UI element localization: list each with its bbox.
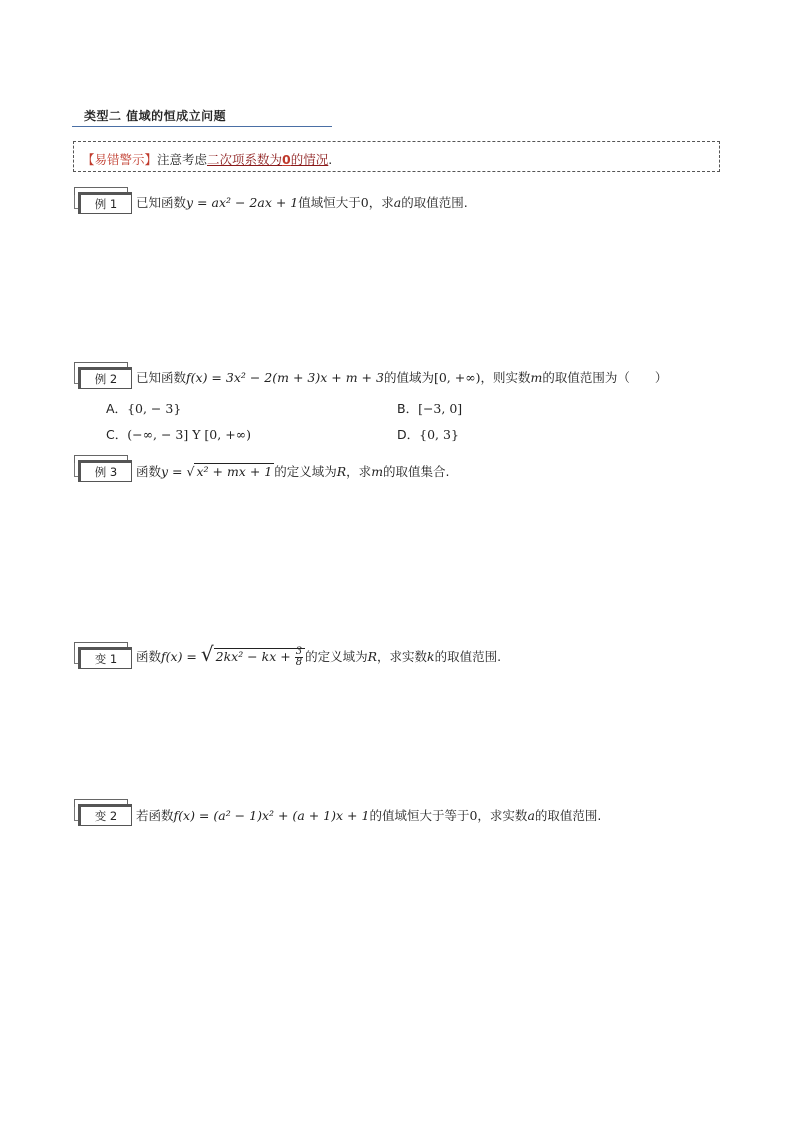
example-2-question [136, 368, 667, 386]
warning-underlined-2: 的情况 [290, 152, 329, 167]
var1-radicand: 2kx² − kx + [215, 649, 295, 664]
option-value: {0, 3} [419, 427, 459, 442]
ex1-text-3: ，求 [368, 195, 394, 210]
variant-2-question [136, 806, 601, 824]
ex1-text-4: 的取值范围. [401, 195, 468, 210]
ex3-text-4: 的取值集合. [383, 464, 450, 479]
ex3-text-1: 函数 [136, 464, 162, 479]
option-value: (−∞, − 3] Y [0, +∞) [127, 427, 251, 442]
ex1-text-2: 值域恒大于 [298, 195, 361, 210]
example-3-question [136, 462, 450, 480]
var1-fraction [295, 647, 303, 668]
var1-denominator: 8 [295, 657, 303, 668]
var2-var: a [527, 808, 535, 823]
warning-underlined-1: 二次项系数为 [207, 152, 283, 167]
ex3-var: m [371, 464, 384, 479]
variant-1-question [136, 642, 501, 668]
var2-formula: f(x) = (a² − 1)x² + (a + 1)x + 1 [173, 808, 370, 823]
ex3-text-3: ，求 [346, 464, 372, 479]
var2-text-2: 的值域恒大于等于 [369, 808, 470, 823]
ex3-R: R [336, 464, 347, 479]
warning-pre: 注意考虑 [157, 152, 208, 167]
warning-tag: 【易错警示】 [82, 152, 158, 167]
var2-text-4: 的取值范围. [534, 808, 602, 823]
warning-zero: 0 [282, 152, 291, 167]
variant-1-badge: 变 1 [78, 647, 132, 669]
ex2-option-a [106, 399, 181, 417]
option-label: A． [106, 401, 128, 416]
ex2-text-1: 已知函数 [136, 370, 187, 385]
var1-radicand-wrap [214, 646, 305, 668]
option-label: C． [106, 427, 128, 442]
var1-lhs: f(x) = [161, 649, 201, 664]
var1-numerator: 3 [295, 646, 303, 657]
example-3-badge: 例 3 [78, 460, 132, 482]
var1-text-3: ，求实数 [377, 649, 428, 664]
warning-post: . [328, 152, 333, 167]
ex2-text-2: 的值域为 [383, 370, 434, 385]
ex2-option-c [106, 425, 251, 443]
warning-text [82, 150, 332, 168]
ex2-option-d [397, 425, 459, 443]
ex3-sqrt-sign: √ [186, 464, 195, 479]
ex3-lhs: y = [161, 464, 187, 479]
section-underline [72, 126, 332, 127]
ex2-text-3: ，则实数 [480, 370, 531, 385]
var1-text-4: 的取值范围. [434, 649, 502, 664]
ex2-text-4: 的取值范围为（ ） [542, 370, 668, 385]
ex2-var: m [530, 370, 543, 385]
ex1-formula: y = ax² − 2ax + 1 [186, 195, 299, 210]
var1-text-1: 函数 [136, 649, 162, 664]
ex1-zero: 0 [360, 195, 369, 210]
var1-R: R [367, 649, 377, 664]
option-value: {0, − 3} [127, 401, 182, 416]
var2-text-1: 若函数 [136, 808, 174, 823]
option-label: B． [397, 401, 419, 416]
var1-text-2: 的定义域为 [305, 649, 368, 664]
var2-zero: 0 [469, 808, 478, 823]
ex1-var: a [393, 195, 402, 210]
ex2-option-b [397, 399, 462, 417]
ex3-text-2: 的定义域为 [274, 464, 337, 479]
var1-sqrt-sign: √ [200, 642, 214, 666]
variant-2-badge: 变 2 [78, 804, 132, 826]
ex1-text-1: 已知函数 [136, 195, 187, 210]
option-value: [−3, 0] [418, 401, 463, 416]
example-1-badge: 例 1 [78, 192, 132, 214]
section-title: 类型二 值域的恒成立问题 [84, 109, 227, 123]
var1-var: k [427, 649, 435, 664]
ex3-radicand: x² + mx + 1 [196, 464, 273, 479]
example-1-question [136, 193, 468, 211]
ex2-range: [0, +∞) [433, 370, 481, 385]
ex2-formula: f(x) = 3x² − 2(m + 3)x + m + 3 [186, 370, 384, 385]
option-label: D． [397, 427, 420, 442]
var2-text-3: ，求实数 [477, 808, 528, 823]
example-2-badge: 例 2 [78, 367, 132, 389]
